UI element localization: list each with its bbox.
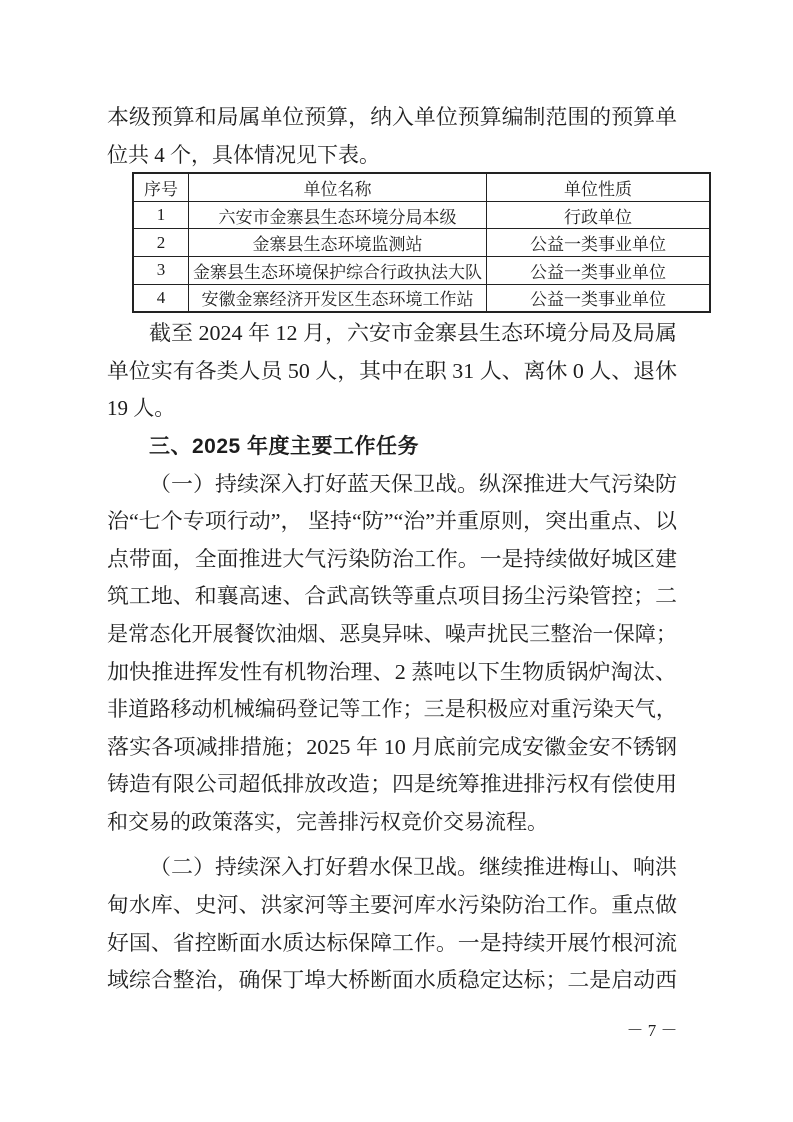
table-header-row xyxy=(133,173,710,201)
text-line xyxy=(107,691,677,729)
page-content xyxy=(107,99,677,1000)
table-row xyxy=(133,229,710,257)
text-line xyxy=(107,654,677,692)
text-line xyxy=(107,466,677,504)
cell-unit-name: 金寨县生态环境监测站 xyxy=(189,229,487,257)
text-line xyxy=(107,503,677,541)
text-line xyxy=(107,925,677,963)
cell-seq: 1 xyxy=(133,201,189,229)
text-line xyxy=(107,578,677,616)
table-row xyxy=(133,201,710,229)
text-line xyxy=(107,804,677,842)
column-header-seq: 序号 xyxy=(133,173,189,201)
text-line xyxy=(107,887,677,925)
text-line-content: 19 人。 xyxy=(107,396,176,421)
text-line xyxy=(107,962,677,1000)
cell-unit-name: 安徽金寨经济开发区生态环境工作站 xyxy=(189,284,487,312)
text-line xyxy=(107,99,677,137)
budget-units-table xyxy=(132,172,711,313)
text-line-content: 加快推进挥发性有机物治理、2 蒸吨以下生物质锅炉淘汰、 xyxy=(107,659,677,684)
table-row xyxy=(133,256,710,284)
text-line-content: 本级预算和局属单位预算，纳入单位预算编制范围的预算单 xyxy=(107,105,677,129)
text-line-content: 和交易的政策落实，完善排污权竞价交易流程。 xyxy=(107,809,548,834)
paragraph-budget-intro xyxy=(107,99,677,174)
text-line-content: 单位实有各类人员 50 人，其中在职 31 人、离休 0 人、退休 xyxy=(107,358,677,383)
text-line xyxy=(107,729,677,767)
text-line-content: 落实各项减排措施；2025 年 10 月底前完成安徽金安不锈钢 xyxy=(107,734,677,759)
text-line-content: 筑工地、和襄高速、合武高铁等重点项目扬尘污染管控；二 xyxy=(107,584,677,609)
text-line xyxy=(107,849,677,887)
cell-unit-name: 六安市金寨县生态环境分局本级 xyxy=(189,201,487,229)
text-line-content: 位共 4 个，具体情况见下表。 xyxy=(107,142,380,167)
text-line-content: 治“七个专项行动”， 坚持“防”“治”并重原则，突出重点、以 xyxy=(107,509,677,534)
page-number: － 7 － xyxy=(626,1021,678,1040)
text-line-content: 好国、省控断面水质达标保障工作。一是持续开展竹根河流 xyxy=(107,930,677,955)
text-line-content: 非道路移动机械编码登记等工作；三是积极应对重污染天气， xyxy=(107,697,677,722)
table-row xyxy=(133,284,710,312)
column-header-unit-name: 单位名称 xyxy=(189,173,487,201)
section-heading-2025-tasks: 三、2025 年度主要工作任务 xyxy=(149,434,420,458)
text-line xyxy=(107,390,677,428)
text-line-content: 域综合整治，确保丁埠大桥断面水质稳定达标；二是启动西 xyxy=(107,968,677,993)
text-line-content: 是常态化开展餐饮油烟、恶臭异味、噪声扰民三整治一保障； xyxy=(107,621,677,646)
cell-unit-type: 公益一类事业单位 xyxy=(487,256,711,284)
cell-unit-type: 行政单位 xyxy=(487,201,711,229)
text-line xyxy=(107,541,677,579)
cell-unit-type: 公益一类事业单位 xyxy=(487,284,711,312)
paragraph-staff-count xyxy=(107,315,677,428)
column-header-unit-type: 单位性质 xyxy=(487,173,711,201)
text-line xyxy=(107,353,677,391)
text-line xyxy=(107,616,677,654)
cell-unit-name: 金寨县生态环境保护综合行政执法大队 xyxy=(189,256,487,284)
text-line-content: （二）持续深入打好碧水保卫战。继续推进梅山、响洪 xyxy=(149,855,677,880)
paragraph-clear-water xyxy=(107,849,677,999)
cell-seq: 2 xyxy=(133,229,189,257)
cell-seq: 3 xyxy=(133,256,189,284)
text-line-content: 铸造有限公司超低排放改造；四是统筹推进排污权有偿使用 xyxy=(107,772,677,797)
text-line xyxy=(107,766,677,804)
cell-seq: 4 xyxy=(133,284,189,312)
text-line-content: 点带面，全面推进大气污染防治工作。一是持续做好城区建 xyxy=(107,546,677,571)
text-line-content: 甸水库、史河、洪家河等主要河库水污染防治工作。重点做 xyxy=(107,893,677,918)
cell-unit-type: 公益一类事业单位 xyxy=(487,229,711,257)
text-line-content: 截至 2024 年 12 月，六安市金寨县生态环境分局及局属 xyxy=(149,321,677,346)
text-line-content: （一）持续深入打好蓝天保卫战。纵深推进大气污染防 xyxy=(149,471,677,496)
text-line xyxy=(107,315,677,353)
paragraph-blue-sky xyxy=(107,466,677,842)
text-line xyxy=(107,137,677,175)
